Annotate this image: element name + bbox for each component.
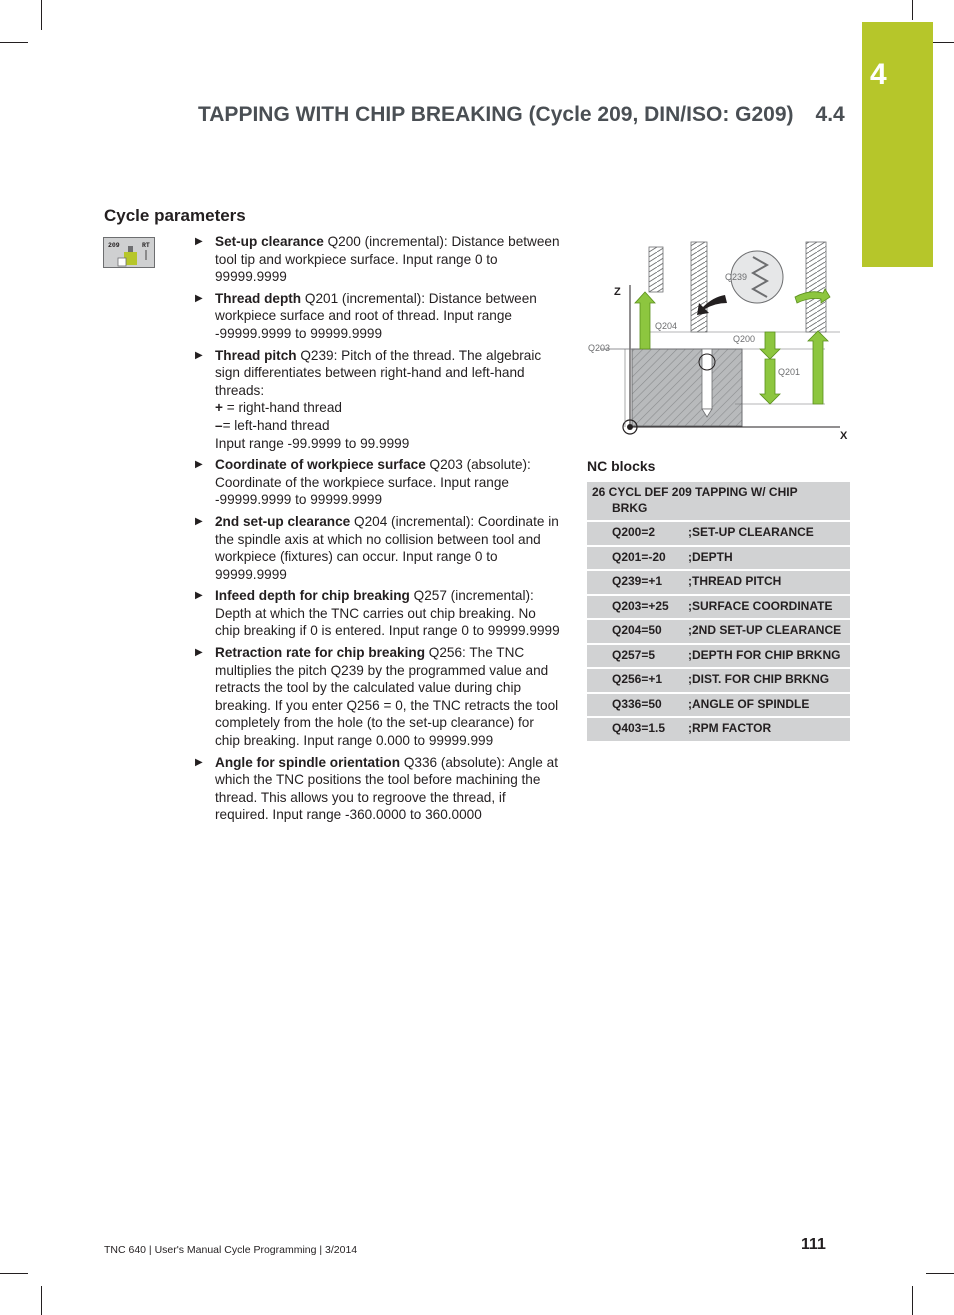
param-item — [195, 513, 560, 583]
nc-q-cell: Q203=+25 — [587, 595, 684, 620]
cycle-softkey[interactable] — [103, 237, 155, 268]
table-row — [587, 482, 850, 521]
param-description: Q203 (absolute): Coordinate of the workpiece surface. Input range -99999.9999 to 99999.9999 — [215, 457, 531, 508]
softkey-label-right: RT — [142, 242, 150, 249]
section-title: Cycle parameters — [104, 206, 246, 225]
crop-mark — [912, 0, 913, 20]
tapping-diagram — [585, 237, 855, 447]
table-row — [587, 693, 850, 718]
param-range: Input range -99.9999 to 99.9999 — [215, 435, 410, 451]
nc-q-cell: Q336=50 — [587, 693, 684, 718]
param-name: Set-up clearance — [215, 234, 324, 249]
bullet-icon: ▶ — [195, 292, 203, 304]
bullet-icon: ▶ — [195, 349, 203, 361]
header-title: TAPPING WITH CHIP BREAKING (Cycle 209, DIN/ISO: G209) — [198, 103, 794, 126]
param-item — [195, 587, 560, 640]
param-description: Q239: Pitch of the thread. The algebraic sign differentiates between right-hand and left-hand threads: — [215, 347, 542, 398]
chapter-number: 4 — [870, 58, 887, 91]
crop-mark — [41, 1286, 42, 1315]
table-row — [587, 668, 850, 693]
page-footer: TNC 640 | User's Manual Cycle Programming | 3/2014 — [104, 1244, 358, 1256]
param-description: Q201 (incremental): Distance between workpiece surface and root of thread. Input range -99999.9999 to 99999.9999 — [215, 290, 537, 341]
q239-label: Q239 — [725, 272, 748, 282]
table-row — [587, 521, 850, 546]
page-header — [198, 103, 845, 127]
param-item — [195, 754, 560, 824]
z-axis-label: Z — [614, 286, 621, 298]
nc-q-cell: Q403=1.5 — [587, 717, 684, 742]
param-name: Angle for spindle orientation — [215, 754, 401, 770]
q203-label: Q203 — [588, 343, 611, 353]
tap-tool — [649, 247, 663, 292]
table-row — [587, 644, 850, 669]
bullet-icon: ▶ — [195, 756, 203, 768]
nc-comment-cell: ;RPM FACTOR — [684, 717, 850, 742]
nc-comment-cell: ;ANGLE OF SPINDLE — [684, 693, 850, 718]
param-name: Infeed depth for chip breaking — [215, 588, 410, 604]
table-row — [587, 546, 850, 571]
bullet-icon: ▶ — [195, 515, 203, 527]
nc-comment-cell: ;THREAD PITCH — [684, 570, 850, 595]
plus-text: = right-hand thread — [222, 400, 342, 416]
q204-label: Q204 — [655, 321, 678, 331]
param-item — [195, 290, 560, 343]
param-name: Coordinate of workpiece surface — [215, 457, 426, 473]
param-description: Q257 (incremental): Depth at which the TNC carries out chip breaking. No chip breaking if 0 is entered. Input range 0 to 99999.9999 — [215, 588, 560, 639]
drill-hole — [702, 349, 712, 409]
minus-text: = left-hand thread — [222, 417, 330, 433]
param-item — [195, 456, 560, 509]
table-row — [587, 595, 850, 620]
q204-arrow — [635, 292, 655, 349]
table-row — [587, 717, 850, 742]
param-description: Q200 (incremental): Distance between tool tip and workpiece surface. Input range 0 to 99999.9999 — [215, 234, 560, 285]
nc-q-cell: Q204=50 — [587, 619, 684, 644]
nc-comment-cell: ;2ND SET-UP CLEARANCE — [684, 619, 850, 644]
nc-comment-cell: ;DEPTH — [684, 546, 850, 571]
bullet-icon: ▶ — [195, 647, 203, 659]
q201-arrow — [760, 359, 780, 404]
param-name: Thread depth — [215, 290, 302, 306]
table-row — [587, 570, 850, 595]
nc-q-cell: Q257=5 — [587, 644, 684, 669]
param-name: 2nd set-up clearance — [215, 513, 351, 529]
minus-sign: – — [215, 417, 223, 433]
nc-q-cell: Q200=2 — [587, 521, 684, 546]
crop-mark — [0, 42, 28, 43]
softkey-graphic — [104, 238, 154, 267]
param-description: Q336 (absolute): Angle at which the TNC positions the tool before machining the thread. This allows you to regroove the thread, if required. Input range -360.0000 to 360.0000 — [215, 754, 558, 823]
crop-mark — [0, 1273, 28, 1274]
param-name: Retraction rate for chip breaking — [215, 645, 425, 661]
param-subline — [215, 417, 560, 435]
nc-comment-cell: ;DEPTH FOR CHIP BRKNG — [684, 644, 850, 669]
param-item — [195, 233, 560, 286]
param-description: Q204 (incremental): Coordinate in the spindle axis at which no collision between tool and workpiece (fixtures) can occur. Input range 0 to 99999.9999 — [215, 513, 559, 582]
q200-arrow — [760, 332, 780, 359]
nc-q-cell: Q239=+1 — [587, 570, 684, 595]
param-item — [195, 644, 560, 750]
nc-q-cell: Q256=+1 — [587, 668, 684, 693]
plus-sign: + — [215, 400, 223, 416]
workpiece-block — [632, 349, 742, 426]
header-section: 4.4 — [815, 103, 845, 126]
q201-label: Q201 — [778, 367, 801, 377]
nc-blocks-table — [587, 482, 850, 743]
page-number: 111 — [801, 1236, 826, 1253]
nc-header-line: BRKG — [612, 500, 648, 515]
parameter-list — [195, 233, 560, 828]
retract-arrow — [808, 331, 828, 404]
nc-comment-cell: ;DIST. FOR CHIP BRKNG — [684, 668, 850, 693]
crop-mark — [41, 0, 42, 30]
param-item — [195, 347, 560, 453]
x-axis-label: X — [840, 430, 848, 442]
nc-blocks-title: NC blocks — [587, 458, 656, 474]
tap-tool — [691, 242, 707, 332]
bullet-icon: ▶ — [195, 236, 203, 247]
softkey-label-left: 209 — [108, 242, 120, 249]
bullet-icon: ▶ — [195, 459, 203, 471]
nc-comment-cell: ;SET-UP CLEARANCE — [684, 521, 850, 546]
nc-comment-cell: ;SURFACE COORDINATE — [684, 595, 850, 620]
q200-label: Q200 — [733, 334, 756, 344]
bullet-icon: ▶ — [195, 590, 203, 602]
crop-mark — [926, 1273, 954, 1274]
table-row — [587, 619, 850, 644]
param-description: Q256: The TNC multiplies the pitch Q239 by the programmed value and retracts the tool by the calculated value during chip breaking. If you enter Q256 = 0, the TNC retracts the tool completely from the hole (to the set-up clearance) for chip breaking. Input range 0.000 to 99999.999 — [215, 645, 559, 749]
nc-header-line: 26 CYCL DEF 209 TAPPING W/ CHIP — [592, 485, 798, 499]
tap-tool — [806, 242, 826, 332]
nc-q-cell: Q201=-20 — [587, 546, 684, 571]
nc-header-cell — [587, 482, 850, 521]
param-name: Thread pitch — [215, 347, 297, 363]
param-subline — [215, 399, 560, 417]
crop-mark — [912, 1286, 913, 1315]
diagram-svg — [585, 237, 855, 447]
